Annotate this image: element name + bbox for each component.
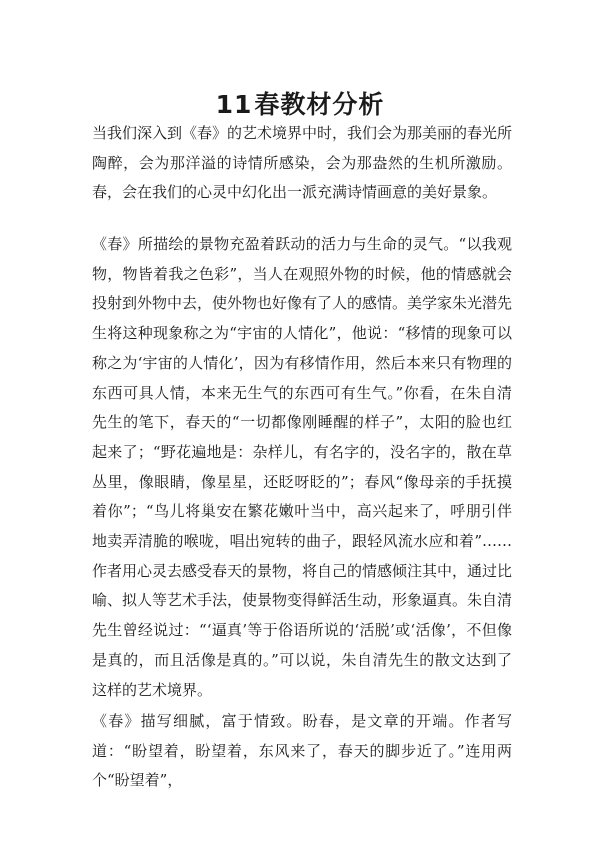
page-title (0, 87, 600, 123)
paragraph-scenery-analysis: 《春》所描绘的景物充盈着跃动的活力与生命的灵气。“以我观物，物皆着我之色彩”，当人在观照外物的时候，他的情感就会投射到外物中去，使外物也好像有了人的感情。美学家朱光潜先生将这种现象称之为“宇宙的人情化”，他说：“移情的现象可以称之为‘宇宙的人情化’，因为有移情作用，然后本来只有物理的东西可具人情，本来无生气的东西可有生气。”你看，在朱自清先生的笔下，春天的“一切都像刚睡醒的样子”，太阳的脸也红起来了；“野花遍地是：杂样儿，有名字的，没名字的，散在草丛里，像眼睛，像星星，还眨呀眨的”；春风“像母亲的手抚摸着你”；“鸟儿将巢安在繁花嫩叶当中，高兴起来了，呼朋引伴地卖弄清脆的喉咙，唱出宛转的曲子，跟轻风流水应和着”……作者用心灵去感受春天的景物，将自己的情感倾注其中，通过比喻、拟人等艺术手法，使景物变得鲜活生动，形象逼真。朱自清先生曾经说过：“‘逼真’等于俗语所说的‘活脱’或‘活像’，不但像是真的，而且活像是真的。”可以说，朱自清先生的散文达到了这样的艺术境界。 (92, 235, 513, 699)
title-text: 春教材分析 (254, 89, 385, 119)
paragraph-intro: 当我们深入到《春》的艺术境界中时，我们会为那美丽的春光所陶醉，会为那洋溢的诗情所感染，会为那盎然的生机所激励。春，会在我们的心灵中幻化出一派充满诗情画意的美好景象。 (92, 124, 513, 202)
paragraph-description-analysis: 《春》描写细腻，富于情致。盼春，是文章的开端。作者写道：“盼望着，盼望着，东风来了，春天的脚步近了。”连用两个“盼望着”， (92, 712, 512, 790)
title-number: 11 (215, 89, 253, 119)
